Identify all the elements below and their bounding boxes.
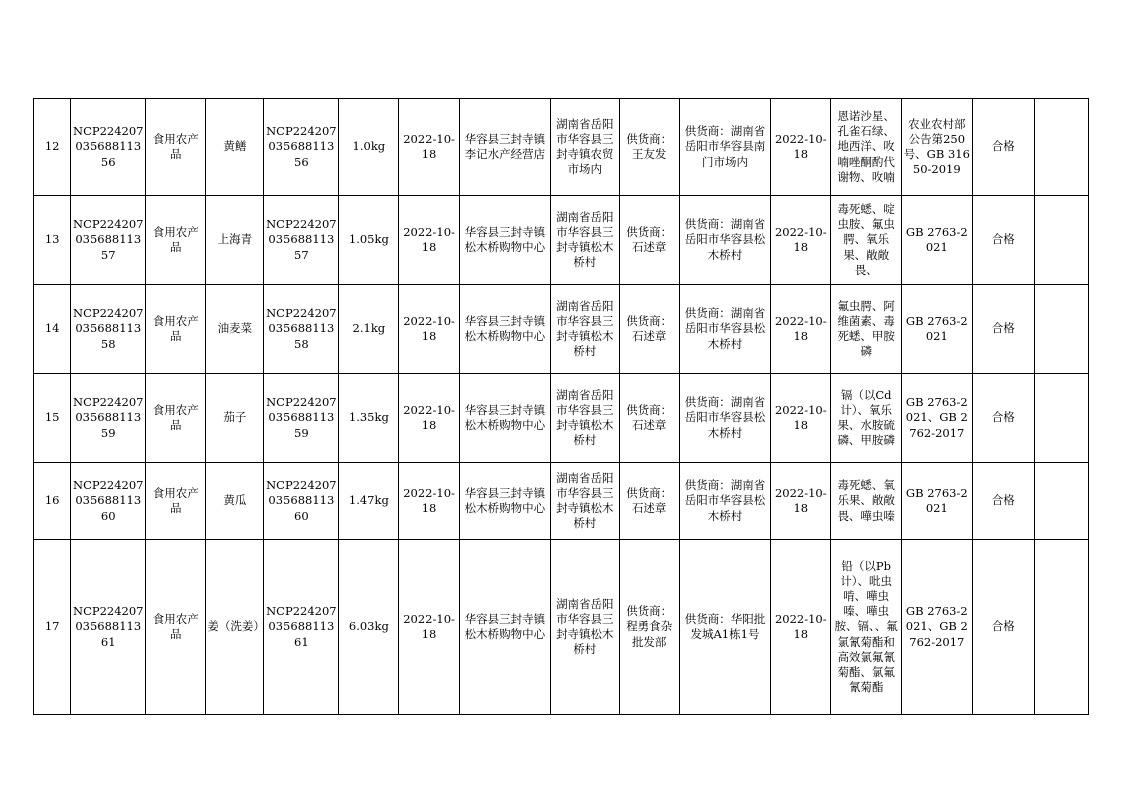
cell-quantity: 6.03kg <box>339 540 399 715</box>
cell-sample-no: NCP22420703568811360 <box>71 463 146 540</box>
cell-name: 上海青 <box>206 196 264 285</box>
cell-report-no: NCP22420703568811356 <box>264 99 339 196</box>
cell-index: 15 <box>34 374 71 463</box>
cell-basis: GB 2763-2021 <box>902 196 973 285</box>
cell-category: 食用农产品 <box>146 463 206 540</box>
table-row <box>34 540 1089 715</box>
cell-basis: GB 2763-2021、GB 2762-2017 <box>902 374 973 463</box>
cell-report-no: NCP22420703568811357 <box>264 196 339 285</box>
cell-sample-no: NCP22420703568811357 <box>71 196 146 285</box>
table-row <box>34 463 1089 540</box>
cell-items: 镉（以Cd计）、氧乐果、水胺硫磷、甲胺磷 <box>831 374 902 463</box>
cell-category: 食用农产品 <box>146 285 206 374</box>
cell-remark <box>1034 374 1088 463</box>
cell-index: 17 <box>34 540 71 715</box>
cell-supplier: 供货商：湖南省岳阳市华容县松木桥村 <box>679 196 770 285</box>
cell-supplier: 供货商：湖南省岳阳市华容县松木桥村 <box>679 463 770 540</box>
cell-test-date: 2022-10-18 <box>771 374 831 463</box>
cell-items: 毒死蟋、氧乐果、敞敞畏、嘩虫嗪 <box>831 463 902 540</box>
table-row <box>34 99 1089 196</box>
cell-unit: 华容县三封寺镇松木桥购物中心 <box>459 540 550 715</box>
cell-conclusion: 合格 <box>972 463 1034 540</box>
cell-person: 供货商：王友发 <box>619 99 679 196</box>
cell-address: 湖南省岳阳市华容县三封寺镇农贸市场内 <box>551 99 620 196</box>
cell-category: 食用农产品 <box>146 99 206 196</box>
cell-test-date: 2022-10-18 <box>771 99 831 196</box>
cell-address: 湖南省岳阳市华容县三封寺镇松木桥村 <box>551 374 620 463</box>
cell-supplier: 供货商：湖南省岳阳市华容县松木桥村 <box>679 285 770 374</box>
inspection-table-container <box>33 98 1089 715</box>
cell-basis: GB 2763-2021 <box>902 285 973 374</box>
cell-index: 14 <box>34 285 71 374</box>
cell-items: 毒死蟋、啶虫胺、氟虫腭、氧乐果、敞敞畏、 <box>831 196 902 285</box>
cell-address: 湖南省岳阳市华容县三封寺镇松木桥村 <box>551 196 620 285</box>
cell-remark <box>1034 463 1088 540</box>
table-row <box>34 374 1089 463</box>
cell-unit: 华容县三封寺镇李记水产经营店 <box>459 99 550 196</box>
cell-test-date: 2022-10-18 <box>771 463 831 540</box>
cell-sample-no: NCP22420703568811359 <box>71 374 146 463</box>
cell-quantity: 1.05kg <box>339 196 399 285</box>
cell-person: 供货商：石述章 <box>619 374 679 463</box>
cell-person: 供货商：石述章 <box>619 463 679 540</box>
cell-test-date: 2022-10-18 <box>771 540 831 715</box>
cell-address: 湖南省岳阳市华容县三封寺镇松木桥村 <box>551 463 620 540</box>
cell-items: 铅（以Pb计）、吡虫啃、嘩虫嗪、嘩虫胺、镉、、氟氯氰菊酯和高效氯氟氰菊酯、氯氟氰菊酯 <box>831 540 902 715</box>
cell-quantity: 2.1kg <box>339 285 399 374</box>
cell-sample-no: NCP22420703568811358 <box>71 285 146 374</box>
cell-sample-date: 2022-10-18 <box>399 285 459 374</box>
cell-items: 氟虫腭、阿维菌素、毒死蟋、甲胺磷 <box>831 285 902 374</box>
cell-name: 油麦菜 <box>206 285 264 374</box>
cell-sample-date: 2022-10-18 <box>399 463 459 540</box>
cell-quantity: 1.35kg <box>339 374 399 463</box>
table-row <box>34 196 1089 285</box>
cell-basis: GB 2763-2021、GB 2762-2017 <box>902 540 973 715</box>
cell-supplier: 供货商：湖南省岳阳市华容县松木桥村 <box>679 374 770 463</box>
cell-address: 湖南省岳阳市华容县三封寺镇松木桥村 <box>551 285 620 374</box>
cell-unit: 华容县三封寺镇松木桥购物中心 <box>459 196 550 285</box>
cell-unit: 华容县三封寺镇松木桥购物中心 <box>459 285 550 374</box>
cell-index: 16 <box>34 463 71 540</box>
cell-report-no: NCP22420703568811359 <box>264 374 339 463</box>
cell-quantity: 1.47kg <box>339 463 399 540</box>
cell-conclusion: 合格 <box>972 374 1034 463</box>
cell-items: 恩诺沙星、孔雀石绿、地西洋、呚喃唑酮酌代谢物、呚喃 <box>831 99 902 196</box>
cell-index: 12 <box>34 99 71 196</box>
cell-person: 供货商：程勇食杂批发部 <box>619 540 679 715</box>
cell-remark <box>1034 285 1088 374</box>
cell-report-no: NCP22420703568811361 <box>264 540 339 715</box>
cell-sample-date: 2022-10-18 <box>399 540 459 715</box>
cell-sample-no: NCP22420703568811356 <box>71 99 146 196</box>
cell-supplier: 供货商：华阳批发城A1栋1号 <box>679 540 770 715</box>
cell-name: 姜（洗姜） <box>206 540 264 715</box>
cell-category: 食用农产品 <box>146 374 206 463</box>
cell-conclusion: 合格 <box>972 540 1034 715</box>
table-row <box>34 285 1089 374</box>
cell-conclusion: 合格 <box>972 285 1034 374</box>
cell-remark <box>1034 540 1088 715</box>
cell-remark <box>1034 99 1088 196</box>
cell-conclusion: 合格 <box>972 196 1034 285</box>
cell-conclusion: 合格 <box>972 99 1034 196</box>
cell-name: 黄鳝 <box>206 99 264 196</box>
cell-report-no: NCP22420703568811358 <box>264 285 339 374</box>
cell-name: 茄子 <box>206 374 264 463</box>
cell-address: 湖南省岳阳市华容县三封寺镇松木桥村 <box>551 540 620 715</box>
cell-sample-date: 2022-10-18 <box>399 374 459 463</box>
cell-index: 13 <box>34 196 71 285</box>
inspection-table <box>33 98 1089 715</box>
cell-unit: 华容县三封寺镇松木桥购物中心 <box>459 374 550 463</box>
cell-test-date: 2022-10-18 <box>771 285 831 374</box>
cell-supplier: 供货商：湖南省岳阳市华容县南门市场内 <box>679 99 770 196</box>
cell-sample-date: 2022-10-18 <box>399 99 459 196</box>
cell-unit: 华容县三封寺镇松木桥购物中心 <box>459 463 550 540</box>
cell-sample-no: NCP22420703568811361 <box>71 540 146 715</box>
cell-sample-date: 2022-10-18 <box>399 196 459 285</box>
cell-person: 供货商：石述章 <box>619 285 679 374</box>
cell-category: 食用农产品 <box>146 540 206 715</box>
cell-person: 供货商：石述章 <box>619 196 679 285</box>
cell-basis: 农业农村部公告第250号、GB 31650-2019 <box>902 99 973 196</box>
cell-remark <box>1034 196 1088 285</box>
cell-category: 食用农产品 <box>146 196 206 285</box>
cell-name: 黄瓜 <box>206 463 264 540</box>
cell-quantity: 1.0kg <box>339 99 399 196</box>
cell-basis: GB 2763-2021 <box>902 463 973 540</box>
cell-report-no: NCP22420703568811360 <box>264 463 339 540</box>
cell-test-date: 2022-10-18 <box>771 196 831 285</box>
